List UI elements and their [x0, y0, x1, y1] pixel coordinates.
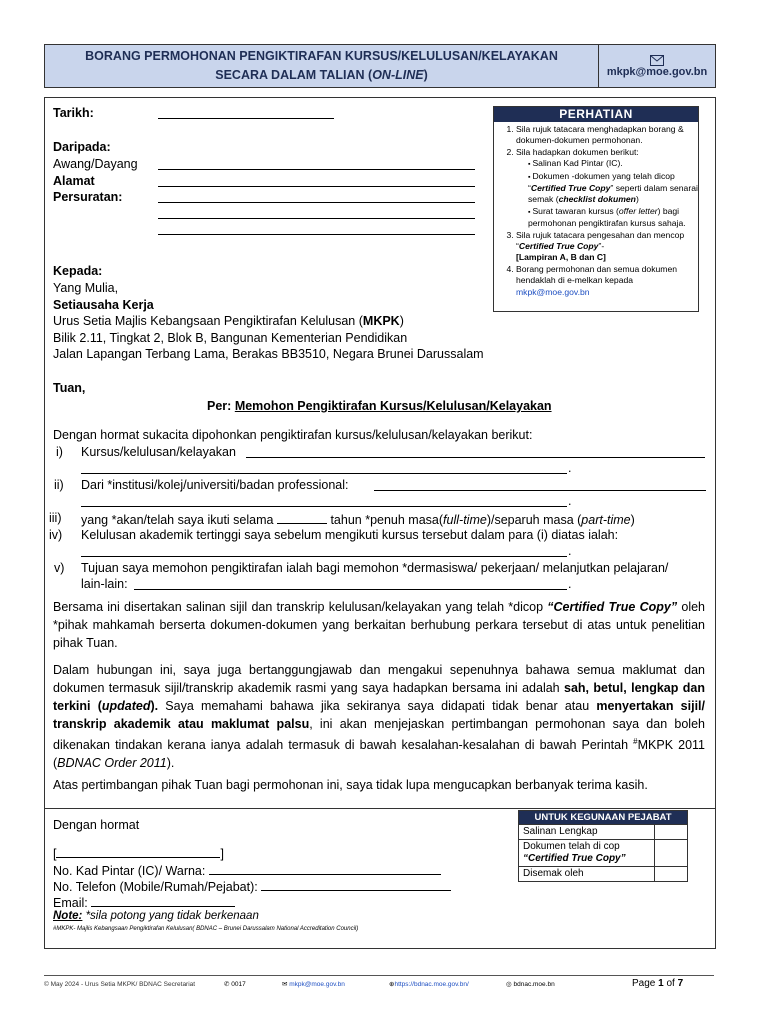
footer-phone [224, 980, 246, 988]
item3-a: Sila rujuk tatacara pengesahan dan mencop “ [516, 229, 685, 252]
item-i-num: i) [56, 445, 63, 459]
urus-c: ) [399, 314, 404, 328]
item-ii-field[interactable] [374, 478, 706, 491]
salutation: Tuan, [53, 381, 86, 395]
item-v-text: Tujuan saya memohon pengiktirafan ialah bagi memohon *dermasiswa/ pekerjaan/ melanjutkan pelajaran/ [81, 561, 669, 575]
section-divider [44, 808, 716, 809]
item-v-num: v) [54, 561, 65, 575]
item-v-field[interactable] [134, 577, 567, 590]
email-icon: ✉ [282, 981, 288, 988]
yang-mulia: Yang Mulia, [53, 281, 119, 295]
iii-d: )/separuh masa ( [486, 513, 582, 527]
p2-i: MKPK 2011 ( [53, 738, 705, 771]
signature-field[interactable] [56, 845, 220, 858]
office-row-3 [519, 866, 687, 881]
item3-c: ”- [598, 241, 605, 252]
note-text: *sila potong yang tidak berkenaan [82, 910, 259, 922]
email-row [53, 894, 235, 910]
header-email[interactable]: mkpk@moe.gov.bn [606, 65, 708, 78]
page-total: 7 [677, 978, 684, 989]
address-field-3[interactable] [158, 206, 475, 219]
notice-item-2 [516, 147, 698, 230]
subject-text: Memohon Pengiktirafan Kursus/Kelulusan/Kelayakan [234, 399, 552, 413]
p2-c: updated [101, 699, 151, 713]
office-row-2-label [519, 840, 654, 866]
office-row-1-check[interactable] [654, 825, 687, 839]
persuratan-label: Persuratan: [53, 190, 123, 204]
email-label: Email: [53, 896, 88, 910]
b2-e: ) [635, 194, 639, 205]
daripada-label: Daripada: [53, 140, 111, 154]
office-row-2-check[interactable] [654, 840, 687, 866]
p2-h: # [633, 737, 638, 746]
notice-item-4 [516, 264, 698, 298]
paragraph-3: Atas pertimbangan pihak Tuan bagi permohonan ini, saya tidak lupa mengucapkan berbanyak terima kasih. [53, 778, 648, 792]
form-title-line2 [215, 66, 428, 85]
item-v-text2: lain-lain: [81, 577, 128, 591]
b3-a: Surat tawaran kursus ( [532, 205, 619, 216]
urus-b: MKPK [362, 314, 400, 328]
p2-g: , ini akan menjejaskan pertimbangan permohonan saya dan boleh dikenakan tindakan kerana ianya adalah termasuk di bawah kesalahan-kesalahan di bawah Perintah [53, 717, 705, 753]
urus-a: Urus Setia Majlis Kebangsaan Pengiktirafan Kelulusan ( [53, 314, 363, 328]
page-a: Page [632, 978, 659, 989]
address-field-2[interactable] [158, 190, 475, 203]
office-row-2 [519, 839, 687, 866]
address-jalan: Jalan Lapangan Terbang Lama, Berakas BB3510, Negara Brunei Darussalam [53, 347, 484, 361]
item-iv-field[interactable] [81, 544, 567, 557]
b2-c: ” seperti dalam senarai semak ( [528, 183, 698, 205]
p2-b: sah, betul, lengkap dan terkini ( [53, 681, 705, 713]
p2-f: menyertakan sijil/ transkrip akademik atau maklumat palsu [53, 699, 705, 731]
notice-email-link[interactable]: mkpk@moe.gov.bn [516, 286, 590, 297]
item-iv-dot: . [568, 544, 572, 558]
office-row-1-label: Salinan Lengkap [523, 826, 598, 837]
address-bilik: Bilik 2.11, Tingkat 2, Blok B, Bangunan Kementerian Pendidikan [53, 331, 408, 345]
notice-box [493, 106, 699, 312]
header-contact [599, 45, 715, 87]
paragraph-1 [53, 598, 705, 652]
phone-icon: ✆ [224, 981, 230, 988]
note [53, 910, 259, 922]
item-iii-text [81, 511, 635, 527]
p2-d: ). [150, 699, 159, 713]
b2-b: Certified True Copy [530, 183, 611, 194]
office-use-box [518, 810, 688, 882]
notice-bullet-2 [528, 171, 698, 206]
form-title-line1: BORANG PERMOHONAN PENGIKTIRAFAN KURSUS/KELULUSAN/KELAYAKAN [85, 49, 558, 63]
item3-d: [Lampiran A, B dan C] [516, 252, 606, 263]
p2-a: Dalam hubungan ini, saya juga bertanggungjawab dan mengakui sepenuhnya bahawa semua maklumat dan dokumen termasuk sijil/transkrip akademik rasmi yang saya hadapkan bersama ini adalah [53, 663, 705, 695]
item-i-label: Kursus/kelulusan/kelayakan [81, 445, 236, 459]
item-ii-dot: . [568, 494, 572, 508]
page-num: 1 [658, 978, 664, 989]
p2-j: BDNAC Order 2011 [57, 756, 167, 771]
address-field-4[interactable] [158, 222, 475, 235]
bracket-close: ] [220, 847, 224, 861]
footer-divider [44, 975, 714, 976]
envelope-icon [650, 55, 664, 66]
item-iv-text: Kelulusan akademik tertinggi saya sebelum mengikuti kursus tersebut dalam para (i) diatas ialah: [81, 528, 619, 542]
closing: Dengan hormat [53, 818, 140, 832]
office-row-2-a: Dokumen telah di cop [523, 841, 620, 852]
per-label: Per: [207, 399, 232, 413]
notice-item-1: 1. Sila rujuk tatacara menghadapkan borang & dokumen-dokumen permohonan. [516, 124, 698, 147]
email-field[interactable] [91, 894, 235, 907]
name-field[interactable] [158, 157, 475, 170]
office-heading: UNTUK KEGUNAAN PEJABAT [519, 811, 687, 824]
item-i-field-2[interactable] [81, 461, 567, 474]
footer-phone-text: 0017 [231, 981, 246, 988]
iii-a: yang *akan/telah saya ikuti selama [81, 513, 274, 527]
item-i-dot: . [568, 461, 572, 475]
item-iii-num: iii) [49, 511, 62, 525]
footer-email [282, 980, 345, 988]
office-row-3-label: Disemak oleh [523, 868, 584, 879]
footer-web [389, 980, 469, 988]
item-v-dot: . [568, 577, 572, 591]
footnote: #MKPK- Majlis Kebangsaan Pengiktirafan Kelulusan( BDNAC – Brunei Darussalam National Accreditation Council) [53, 926, 359, 932]
p2-k: ). [166, 756, 175, 771]
footer-email-link[interactable]: mkpk@moe.gov.bn [289, 981, 345, 988]
phone-row [53, 878, 451, 894]
subject-line [207, 399, 552, 413]
item-ii-label: Dari *institusi/kolej/universiti/badan professional: [81, 478, 349, 492]
item-ii-field-2[interactable] [81, 494, 567, 507]
notice-bullet-1: ▪ Salinan Kad Pintar (IC). [528, 158, 698, 170]
footer-copyright: © May 2024 - Urus Setia MKPK/ BDNAC Secretariat [44, 981, 196, 988]
awang-label: Awang/Dayang [53, 157, 138, 171]
alamat-label: Alamat [53, 174, 95, 188]
iii-e: part-time [581, 513, 631, 527]
ic-row [53, 862, 441, 878]
notice-item-3 [516, 230, 698, 264]
form-title [45, 45, 599, 87]
note-label: Note: [53, 910, 83, 922]
kepada-label: Kepada: [53, 264, 103, 278]
p2-e: Saya memahami bahawa jika sekiranya saya didapati tidak benar atau [158, 699, 597, 713]
item3-b: Certified True Copy [518, 241, 599, 252]
instagram-icon: ◎ [506, 981, 512, 988]
office-row-1 [519, 824, 687, 839]
iii-b: tahun *penuh masa( [330, 513, 444, 527]
page-number [632, 978, 683, 989]
p1-a: Bersama ini disertakan salinan sijil dan transkrip kelulusan/kelayakan yang telah *dicop [53, 600, 548, 614]
ic-field[interactable] [209, 862, 441, 875]
signature-line [53, 845, 224, 861]
form-header [44, 44, 716, 88]
footer-social-text: bdnac.moe.bn [513, 981, 555, 988]
tarikh-label: Tarikh: [53, 106, 94, 120]
item-i-field[interactable] [246, 445, 705, 458]
b3-c: ) bagi permohonan pengiktirafan kursus sahaja. [528, 205, 686, 229]
footer-social [506, 980, 555, 988]
item-ii-num: ii) [54, 478, 64, 492]
notice-heading: PERHATIAN [494, 107, 698, 122]
ic-label: No. Kad Pintar (IC)/ Warna: [53, 864, 206, 878]
urus-setia [53, 314, 404, 328]
title-line2-a: SECARA DALAM TALIAN ( [215, 68, 373, 82]
page-b: of [663, 978, 678, 989]
notice-item-2-text: Sila hadapkan dokumen berikut: [516, 146, 639, 157]
p1-b: “Certified True Copy” [547, 600, 678, 614]
item-iv-num: iv) [49, 528, 63, 542]
phone-label: No. Telefon (Mobile/Rumah/Pejabat): [53, 880, 258, 894]
title-line2-c: ) [423, 68, 428, 82]
b3-b: offer letter [618, 205, 658, 216]
intro-text: Dengan hormat sukacita dipohonkan pengiktirafan kursus/kelulusan/kelayakan berikut: [53, 428, 533, 442]
footer-web-link[interactable]: https://bdnac.moe.gov.bn/ [394, 981, 469, 988]
bracket-open: [ [53, 847, 57, 861]
b2-a: Dokumen -dokumen yang telah dicop “ [528, 170, 675, 194]
globe-icon: ⊕ [389, 981, 395, 988]
tarikh-field[interactable] [158, 106, 334, 119]
office-row-3-check[interactable] [654, 867, 687, 881]
notice-bullet-3 [528, 206, 698, 230]
title-online: ON-LINE [372, 68, 424, 82]
iii-f: ) [630, 513, 635, 527]
duration-field[interactable] [277, 511, 327, 524]
phone-field[interactable] [261, 878, 451, 891]
item4-text: Borang permohonan dan semua dokumen hendaklah di e-melkan kepada [516, 263, 678, 286]
office-row-2-b: “Certified True Copy” [523, 853, 626, 864]
paragraph-2 [53, 661, 705, 772]
setiausaha: Setiausaha Kerja [53, 298, 154, 312]
address-field-1[interactable] [158, 174, 475, 187]
p1-c: oleh *pihak mahkamah berserta dokumen-dokumen yang berkaitan berhubung perkara tersebut di atas untuk penelitian pihak Tuan. [53, 600, 705, 650]
b2-d: checklist dokumen [558, 194, 636, 205]
iii-c: full-time [443, 513, 487, 527]
